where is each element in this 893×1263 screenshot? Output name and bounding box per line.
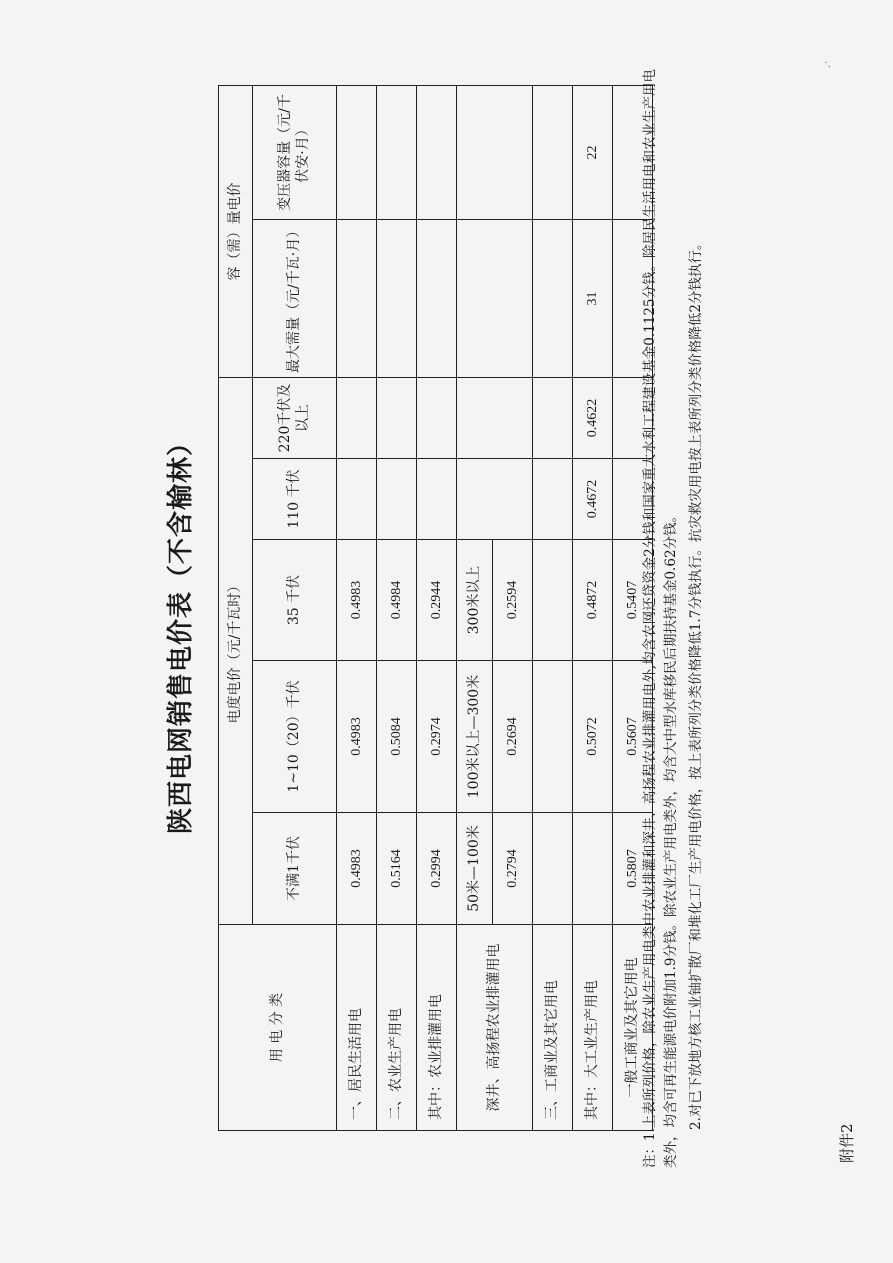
price-cell: 0.4622 xyxy=(573,377,613,458)
lift-range-cell: 50米—100米 xyxy=(457,813,493,925)
price-cell xyxy=(417,85,457,219)
price-cell: 0.2794 xyxy=(493,813,533,925)
price-cell xyxy=(457,459,533,540)
header-demand-price-group: 容（需）量电价 xyxy=(219,85,253,377)
price-cell: 0.5807 xyxy=(613,813,653,925)
row-label: 其中：大工业生产用电 xyxy=(573,925,613,1131)
price-cell xyxy=(533,813,573,925)
price-cell: 31 xyxy=(573,219,613,377)
note-1: 注：1.上表所列价格，除农业生产用电类中农业排灌和深井、高扬程农业排灌用电外,均含农网还贷资金2分钱和国家重大水利工程建设基金0.1125分钱。除居民生活用电和农业生产用电类外，均含可再生能源电价附加1.9分钱。除农业生产用电类外，均含大中型水库移民后期扶持基金0.62分钱。 xyxy=(642,69,679,1168)
price-cell xyxy=(533,377,573,458)
note-2: 2.对已下放地方核工业铀扩散厂和堆化工厂生产用电价格，按上表所列分类价格降低1.7分钱执行。抗灾救灾用电按上表所列分类价格降低2分钱执行。 xyxy=(687,236,704,1130)
price-cell xyxy=(573,813,613,925)
price-cell xyxy=(377,85,417,219)
table-row xyxy=(417,85,457,1130)
price-cell xyxy=(533,459,573,540)
price-cell: 0.2974 xyxy=(417,661,457,813)
price-cell xyxy=(533,540,573,661)
price-cell xyxy=(457,377,533,458)
price-cell: 0.4872 xyxy=(573,540,613,661)
price-cell: 0.5607 xyxy=(613,661,653,813)
price-cell xyxy=(377,377,417,458)
row-label: 一般工商业及其它用电 xyxy=(613,925,653,1131)
price-cell xyxy=(417,219,457,377)
header-voltage-35kv: 35 千伏 xyxy=(253,540,337,661)
header-voltage-under-1kv: 不满1千伏 xyxy=(253,813,337,925)
header-voltage-1-10kv: 1~10（20）千伏 xyxy=(253,661,337,813)
header-voltage-220kv: 220千伏及以上 xyxy=(253,377,337,458)
price-cell: 0.2694 xyxy=(493,661,533,813)
price-cell xyxy=(337,459,377,540)
table-row xyxy=(337,85,377,1130)
price-cell: 0.4983 xyxy=(337,661,377,813)
header-category: 用 电 分 类 xyxy=(219,925,337,1131)
document-title: 陕西电网销售电价表（不含榆林） xyxy=(166,429,196,835)
table-row xyxy=(533,85,573,1130)
row-label: 二、农业生产用电 xyxy=(377,925,417,1131)
price-cell xyxy=(533,661,573,813)
table-row xyxy=(377,85,417,1130)
lift-range-cell: 300米以上 xyxy=(457,540,493,661)
row-label: 其中：农业排灌用电 xyxy=(417,925,457,1131)
price-cell xyxy=(457,85,533,219)
price-cell: 0.2994 xyxy=(417,813,457,925)
header-transformer-capacity: 变压器容量（元/千伏安·月） xyxy=(253,85,337,219)
price-cell xyxy=(337,219,377,377)
price-cell xyxy=(533,219,573,377)
row-label: 一、居民生活用电 xyxy=(337,925,377,1131)
price-cell: 0.2594 xyxy=(493,540,533,661)
price-cell: 0.4672 xyxy=(573,459,613,540)
row-label: 三、工商业及其它用电 xyxy=(533,925,573,1131)
price-cell xyxy=(417,377,457,458)
price-cell xyxy=(457,219,533,377)
price-cell: 0.5407 xyxy=(613,540,653,661)
price-cell xyxy=(377,219,417,377)
price-cell: 22 xyxy=(573,85,613,219)
price-cell xyxy=(377,459,417,540)
price-cell: 0.5084 xyxy=(377,661,417,813)
lift-range-cell: 100米以上—300米 xyxy=(457,661,493,813)
header-max-demand: 最大需量（元/千瓦·月） xyxy=(253,219,337,377)
scan-speck: ·˙ xyxy=(825,59,836,68)
price-cell: 0.4984 xyxy=(377,540,417,661)
price-cell: 0.5072 xyxy=(573,661,613,813)
header-energy-price-group: 电度电价（元/千瓦时） xyxy=(219,377,253,924)
table-row xyxy=(573,85,613,1130)
price-cell xyxy=(533,85,573,219)
row-label: 深井、高扬程农业排灌用电 xyxy=(457,925,533,1131)
header-voltage-110kv: 110 千伏 xyxy=(253,459,337,540)
price-cell: 0.4983 xyxy=(337,813,377,925)
price-cell: 0.2944 xyxy=(417,540,457,661)
table-row xyxy=(457,85,493,1130)
price-cell xyxy=(337,377,377,458)
price-cell: 0.5164 xyxy=(377,813,417,925)
price-cell xyxy=(337,85,377,219)
price-cell xyxy=(417,459,457,540)
notes-section xyxy=(640,68,711,1168)
price-cell: 0.4983 xyxy=(337,540,377,661)
tariff-table xyxy=(218,85,653,1131)
attachment-label: 附件2 xyxy=(838,1123,856,1163)
